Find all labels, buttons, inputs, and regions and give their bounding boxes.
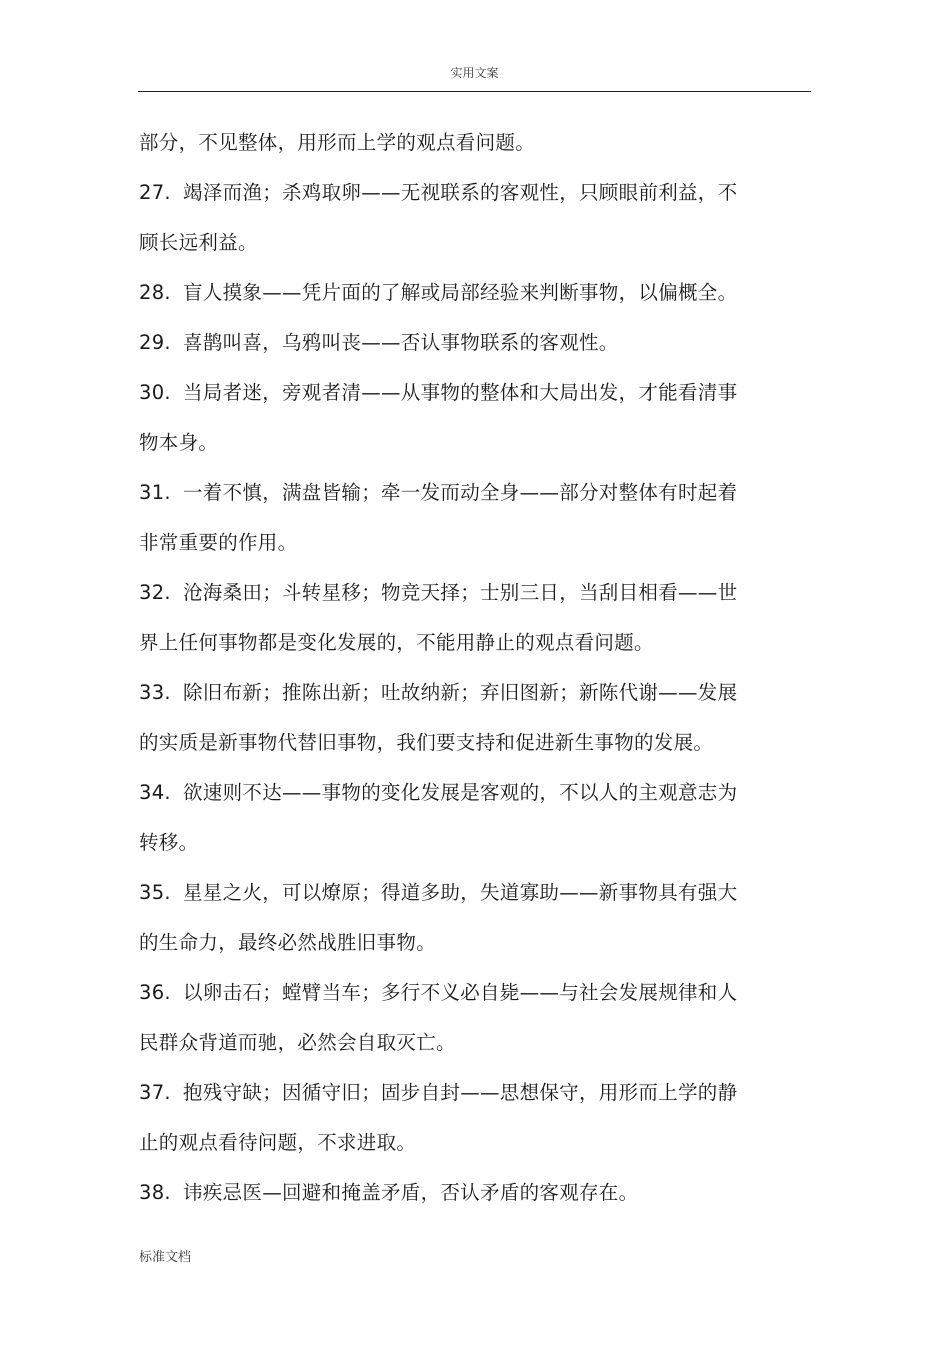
text-line	[139, 768, 775, 818]
line-text: 的生命力，最终必然战胜旧事物。	[139, 931, 437, 954]
item-number: 28.	[139, 281, 171, 304]
item-number: 38.	[139, 1181, 171, 1204]
text-line	[139, 518, 775, 568]
item-number: 30.	[139, 381, 171, 404]
item-number: 29.	[139, 331, 171, 354]
text-line	[139, 818, 775, 868]
item-number: 34.	[139, 781, 171, 804]
text-line	[139, 568, 775, 618]
line-text: 当局者迷，旁观者清——从事物的整体和大局出发，才能看清事	[183, 381, 738, 404]
item-number: 37.	[139, 1081, 171, 1104]
line-text: 一着不慎，满盘皆输；牵一发而动全身——部分对整体有时起着	[183, 481, 738, 504]
line-text: 民群众背道而驰，必然会自取灭亡。	[139, 1031, 456, 1054]
text-line	[139, 118, 775, 168]
text-line	[139, 268, 775, 318]
line-text: 非常重要的作用。	[139, 531, 298, 554]
line-text: 除旧布新；推陈出新；吐故纳新；弃旧图新；新陈代谢——发展	[183, 681, 738, 704]
item-number: 32.	[139, 581, 171, 604]
line-text: 以卵击石；螳臂当车；多行不义必自毙——与社会发展规律和人	[183, 981, 738, 1004]
text-line	[139, 1118, 775, 1168]
item-number: 36.	[139, 981, 171, 1004]
line-text: 沧海桑田；斗转星移；物竞天择；士别三日，当刮目相看——世	[183, 581, 738, 604]
text-line	[139, 968, 775, 1018]
page-footer: 标准文档	[139, 1250, 192, 1265]
line-text: 的实质是新事物代替旧事物，我们要支持和促进新生事物的发展。	[139, 731, 714, 754]
header-divider	[138, 91, 811, 92]
line-text: 顾长远利益。	[139, 231, 258, 254]
line-text: 星星之火，可以燎原；得道多助，失道寡助——新事物具有强大	[183, 881, 738, 904]
text-line	[139, 1018, 775, 1068]
line-text: 喜鹊叫喜，乌鸦叫丧——否认事物联系的客观性。	[183, 331, 619, 354]
line-text: 竭泽而渔；杀鸡取卵——无视联系的客观性，只顾眼前利益，不	[183, 181, 738, 204]
text-line	[139, 718, 775, 768]
text-line	[139, 418, 775, 468]
text-line	[139, 218, 775, 268]
line-text: 界上任何事物都是变化发展的，不能用静止的观点看问题。	[139, 631, 654, 654]
text-line	[139, 668, 775, 718]
line-text: 部分，不见整体，用形而上学的观点看问题。	[139, 131, 536, 154]
line-text: 抱残守缺；因循守旧；固步自封——思想保守，用形而上学的静	[183, 1081, 738, 1104]
line-text: 盲人摸象——凭片面的了解或局部经验来判断事物，以偏概全。	[183, 281, 738, 304]
document-body	[139, 118, 775, 1218]
text-line	[139, 368, 775, 418]
text-line	[139, 468, 775, 518]
line-text: 讳疾忌医—回避和掩盖矛盾，否认矛盾的客观存在。	[183, 1181, 639, 1204]
item-number: 27.	[139, 181, 171, 204]
text-line	[139, 618, 775, 668]
text-line	[139, 318, 775, 368]
page-header: 实用文案	[450, 66, 499, 80]
line-text: 止的观点看待问题，不求进取。	[139, 1131, 417, 1154]
text-line	[139, 918, 775, 968]
text-line	[139, 1068, 775, 1118]
line-text: 物本身。	[139, 431, 219, 454]
line-text: 转移。	[139, 831, 199, 854]
item-number: 31.	[139, 481, 171, 504]
text-line	[139, 168, 775, 218]
text-line	[139, 868, 775, 918]
item-number: 33.	[139, 681, 171, 704]
item-number: 35.	[139, 881, 171, 904]
text-line	[139, 1168, 775, 1218]
line-text: 欲速则不达——事物的变化发展是客观的，不以人的主观意志为	[183, 781, 738, 804]
